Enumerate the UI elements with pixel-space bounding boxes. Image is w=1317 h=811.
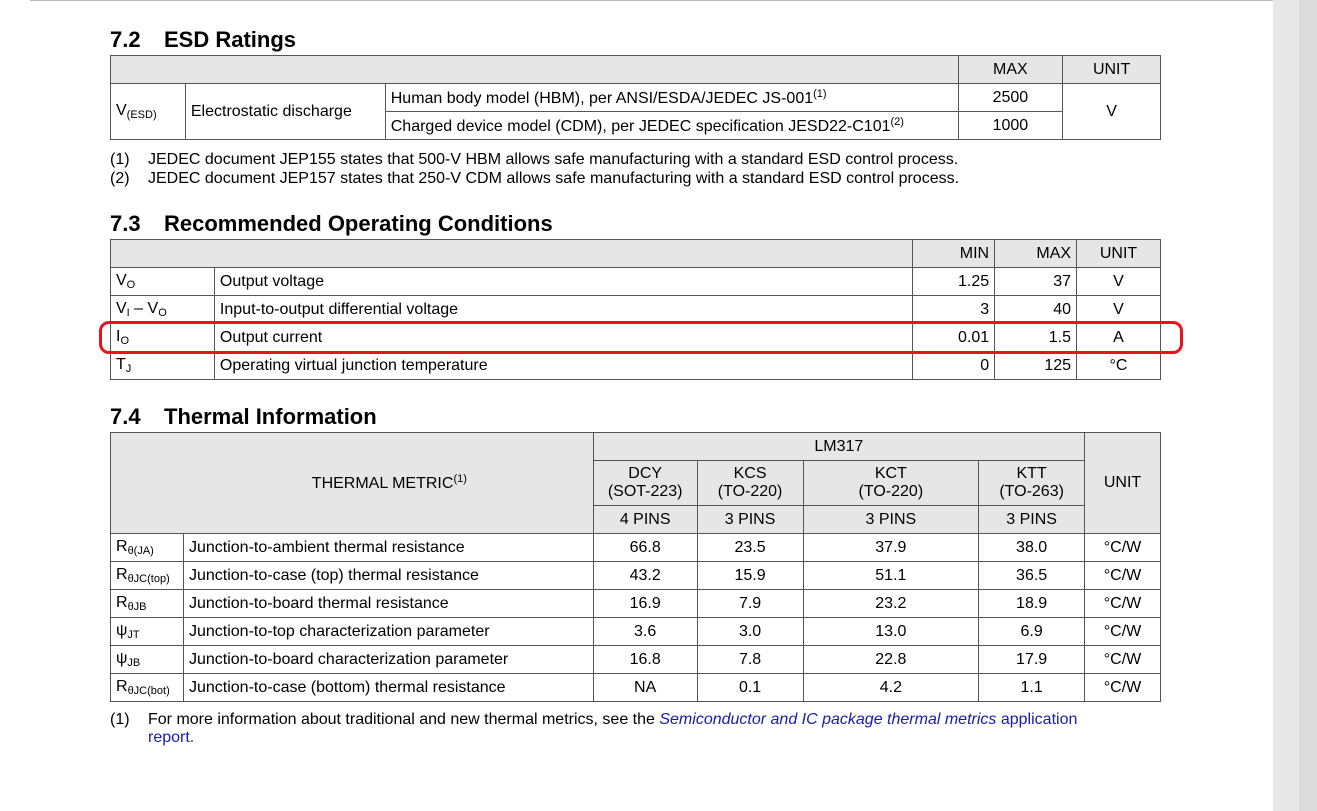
footnote: (2) JEDEC document JEP157 states that 250-V CDM allows safe manufacturing with a standard ESD control process. [110,170,960,187]
symbol-cell: $T_J$ [111,352,215,380]
pins-header: 3 PINS [979,506,1085,534]
table-row [111,562,1161,590]
thermal-information-table [110,432,1161,702]
value-cell: 1.1 [979,674,1085,702]
symbol-cell: $\psi_{JB}$ [111,646,184,674]
device-header: LM317 [593,433,1084,461]
table-header-row [111,240,1161,268]
table-row [111,590,1161,618]
unit-cell: °C/W [1085,674,1161,702]
vertical-scrollbar[interactable] [1299,0,1317,811]
value-cell: 7.8 [697,646,803,674]
table-row [111,674,1161,702]
table-row [111,296,1161,324]
section-number: 7.2 [110,27,141,52]
section-heading-esd [110,27,296,53]
value-cell: 36.5 [979,562,1085,590]
value-cell: 38.0 [979,534,1085,562]
unit-cell: °C/W [1085,562,1161,590]
footnote: (1) For more information about traditional and new thermal metrics, see the Semiconductor and IC package thermal metrics application report. [110,711,1078,746]
table-row [111,352,1161,380]
value-cell: 13.0 [803,618,979,646]
pins-header: 3 PINS [697,506,803,534]
symbol-cell: $R_{\theta JC(top)}$ [111,562,184,590]
max-cell: 2500 [958,84,1063,112]
page-top-rule [30,0,1273,1]
unit-cell: °C [1077,352,1161,380]
table-row [111,268,1161,296]
section-heading-thermal [110,404,377,430]
value-cell: 16.9 [593,590,697,618]
table-row [111,646,1161,674]
parameter-cell: Operating virtual junction temperature [214,352,912,380]
symbol-cell: $V_{(ESD)}$ [111,84,186,140]
value-cell: 18.9 [979,590,1085,618]
unit-cell: A [1077,324,1161,352]
table-header-row [111,433,1161,461]
symbol-cell: $V_O$ [111,268,215,296]
table-row [111,84,1161,112]
package-header: DCY (SOT-223) [593,461,697,506]
value-cell: 15.9 [697,562,803,590]
value-cell: 0.1 [697,674,803,702]
table-header-row [111,56,1161,84]
recommended-operating-conditions-table [110,239,1161,380]
min-cell: 0.01 [913,324,995,352]
parameter-cell: Junction-to-case (bottom) thermal resistance [183,674,593,702]
value-cell: 4.2 [803,674,979,702]
section-title: Recommended Operating Conditions [164,211,553,236]
esd-ratings-table [110,55,1161,140]
package-header: KCT (TO-220) [803,461,979,506]
thermal-metrics-link-report[interactable]: report. [148,729,195,746]
value-cell: 3.0 [697,618,803,646]
parameter-cell: Junction-to-board characterization parameter [183,646,593,674]
value-cell: 6.9 [979,618,1085,646]
unit-cell: V [1077,268,1161,296]
parameter-cell: Electrostatic discharge [185,84,385,140]
parameter-cell: Junction-to-case (top) thermal resistance [183,562,593,590]
value-cell: 22.8 [803,646,979,674]
symbol-cell: $R_{\theta JB}$ [111,590,184,618]
unit-cell: V [1077,296,1161,324]
value-cell: 37.9 [803,534,979,562]
col-header-unit: UNIT [1063,56,1161,84]
max-cell: 40 [995,296,1077,324]
parameter-cell: Output current [214,324,912,352]
symbol-cell: $\psi_{JT}$ [111,618,184,646]
col-header-min: MIN [913,240,995,268]
parameter-cell: Junction-to-top characterization parameter [183,618,593,646]
max-cell: 1000 [958,112,1063,140]
value-cell: 17.9 [979,646,1085,674]
condition-cell: Charged device model (CDM), per JEDEC specification JESD22-C101$^{(2)}$ [385,112,958,140]
table-row [111,534,1161,562]
value-cell: 23.5 [697,534,803,562]
col-header-metric: THERMAL METRIC$^{(1)}$ [111,433,594,534]
min-cell: 0 [913,352,995,380]
value-cell: 3.6 [593,618,697,646]
col-header-unit: UNIT [1077,240,1161,268]
condition-cell: Human body model (HBM), per ANSI/ESDA/JEDEC JS-001$^{(1)}$ [385,84,958,112]
thermal-metrics-link[interactable]: Semiconductor and IC package thermal metrics [659,711,997,728]
symbol-cell: $V_I - V_O$ [111,296,215,324]
col-header-unit: UNIT [1085,433,1161,534]
parameter-cell: Junction-to-ambient thermal resistance [183,534,593,562]
symbol-cell: $I_O$ [111,324,215,352]
table-row [111,618,1161,646]
symbol-cell: $R_{\theta(JA)}$ [111,534,184,562]
unit-cell: V [1063,84,1161,140]
package-header: KTT (TO-263) [979,461,1085,506]
min-cell: 3 [913,296,995,324]
section-number: 7.3 [110,211,141,236]
footnote: (1) JEDEC document JEP155 states that 500-V HBM allows safe manufacturing with a standard ESD control process. [110,151,959,168]
section-title: ESD Ratings [164,27,297,52]
parameter-cell: Output voltage [214,268,912,296]
value-cell: 7.9 [697,590,803,618]
value-cell: NA [593,674,697,702]
section-number: 7.4 [110,404,141,429]
max-cell: 37 [995,268,1077,296]
max-cell: 1.5 [995,324,1077,352]
unit-cell: °C/W [1085,534,1161,562]
unit-cell: °C/W [1085,646,1161,674]
min-cell: 1.25 [913,268,995,296]
parameter-cell: Input-to-output differential voltage [214,296,912,324]
col-header-max: MAX [958,56,1063,84]
value-cell: 23.2 [803,590,979,618]
package-header: KCS (TO-220) [697,461,803,506]
col-header-max: MAX [995,240,1077,268]
parameter-cell: Junction-to-board thermal resistance [183,590,593,618]
pins-header: 3 PINS [803,506,979,534]
value-cell: 16.8 [593,646,697,674]
value-cell: 66.8 [593,534,697,562]
value-cell: 51.1 [803,562,979,590]
highlight-annotation [99,321,1183,354]
section-title: Thermal Information [164,404,377,429]
max-cell: 125 [995,352,1077,380]
section-heading-roc [110,211,553,237]
pins-header: 4 PINS [593,506,697,534]
unit-cell: °C/W [1085,590,1161,618]
thermal-metrics-link-tail[interactable]: application [1000,711,1078,728]
value-cell: 43.2 [593,562,697,590]
symbol-cell: $R_{\theta JC(bot)}$ [111,674,184,702]
unit-cell: °C/W [1085,618,1161,646]
